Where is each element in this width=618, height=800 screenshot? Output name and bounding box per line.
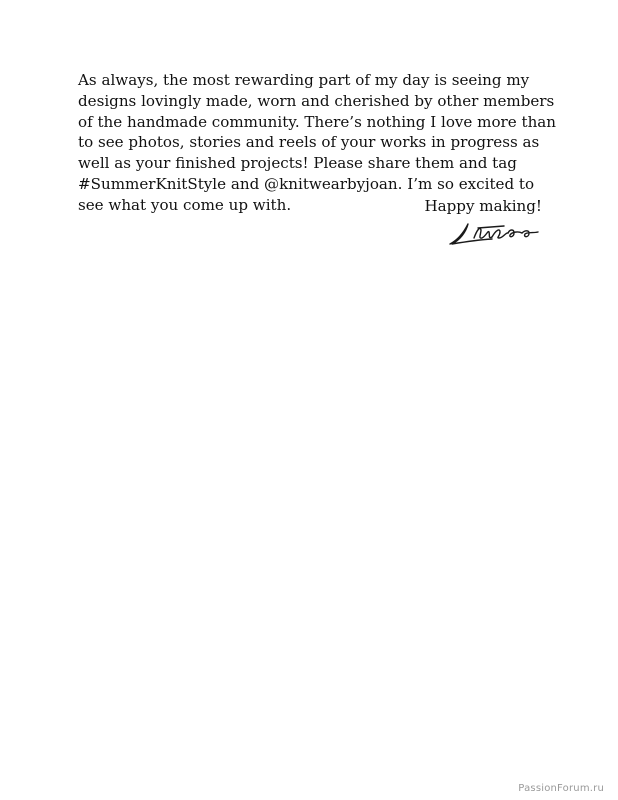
letter-paragraph: As always, the most rewarding part of my day is seeing my designs lovingly made, worn and cherished by other members of the handmade community. There’s nothing I love more than to see photos, stories and reels of your works in progress as well as your finished projects! Please share them and tag #SummerKnitStyle and @knitwearbyjoan. I’m so excited to see what you come up with. xyxy=(78,71,557,214)
handwritten-signature-icon xyxy=(444,218,544,248)
letter-closing: Happy making! xyxy=(424,197,542,215)
watermark-text: PassionForum.ru xyxy=(518,783,604,794)
